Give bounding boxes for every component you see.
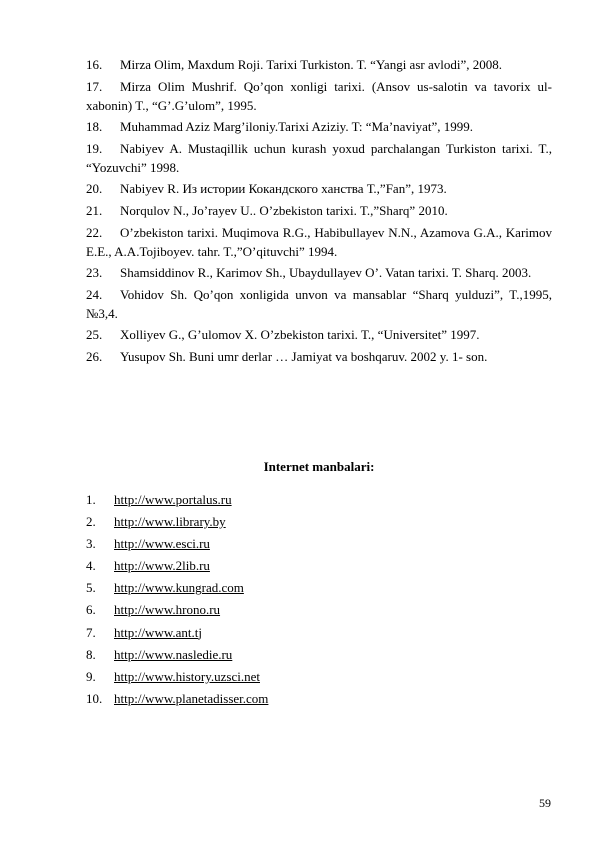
reference-item — [86, 223, 552, 261]
reference-number: 24. — [86, 286, 103, 302]
link-number: 3. — [86, 536, 96, 552]
reference-number: 23. — [86, 265, 103, 281]
reference-number: 22. — [86, 224, 103, 240]
reference-item — [86, 139, 552, 177]
reference-number: 18. — [86, 119, 103, 135]
source-link[interactable]: http://www.2lib.ru — [114, 558, 210, 574]
link-item — [86, 579, 552, 597]
source-link[interactable]: http://www.hrono.ru — [114, 602, 221, 618]
reference-text: O’zbekiston tarixi. Muqimova R.G., Habibullayev N.N., Azamova G.A., Karimov E.E., A.A.Tojiboyev. tahr. T.,”O’qituvchi” 1994. — [86, 224, 552, 259]
link-number: 6. — [86, 602, 96, 618]
source-link[interactable]: http://www.ant.tj — [114, 624, 202, 640]
reference-number: 25. — [86, 327, 103, 343]
internet-sources-list — [86, 491, 552, 712]
source-link[interactable]: http://www.nasledie.ru — [114, 646, 233, 662]
reference-item — [86, 285, 552, 323]
link-item — [86, 535, 552, 553]
link-item — [86, 601, 552, 619]
link-number: 10. — [86, 690, 103, 706]
reference-number: 17. — [86, 78, 103, 94]
link-number: 7. — [86, 624, 96, 640]
reference-item — [86, 179, 552, 198]
page-number: 59 — [539, 796, 551, 810]
source-link[interactable]: http://www.history.uzsci.net — [114, 668, 260, 684]
link-number: 8. — [86, 646, 96, 662]
reference-text: Shamsiddinov R., Karimov Sh., Ubaydullayev O’. Vatan tarixi. T. Sharq. 2003. — [120, 265, 532, 281]
reference-text: Nabiyev R. Из истории Кокандского ханства Т.,”Fan”, 1973. — [120, 181, 447, 197]
reference-text: Xolliyev G., G’ulomov X. O’zbekiston tarixi. T., “Universitet” 1997. — [120, 327, 480, 343]
link-number: 4. — [86, 558, 96, 574]
reference-number: 20. — [86, 181, 103, 197]
reference-item — [86, 201, 552, 220]
reference-text: Mirza Olim, Maxdum Roji. Tarixi Turkiston. T. “Yangi asr avlodi”, 2008. — [120, 57, 502, 72]
reference-number: 26. — [86, 348, 103, 364]
reference-number: 19. — [86, 140, 103, 156]
source-link[interactable]: http://www.planetadisser.com — [114, 690, 269, 706]
reference-text: Nabiyev A. Mustaqillik uchun kurash yoxud parchalangan Turkiston tarixi. T., “Yozuvchi” 1998. — [86, 140, 552, 175]
internet-sources-heading: Internet manbalari: — [263, 459, 375, 474]
source-link[interactable]: http://www.portalus.ru — [114, 492, 232, 507]
reference-item — [86, 55, 552, 74]
reference-item — [86, 347, 552, 366]
link-item — [86, 668, 552, 686]
link-item — [86, 513, 552, 531]
reference-text: Norqulov N., Jo’rayev U.. O’zbekiston tarixi. T.,”Sharq” 2010. — [120, 202, 448, 218]
link-item — [86, 646, 552, 664]
source-link[interactable]: http://www.esci.ru — [114, 536, 210, 552]
reference-item — [86, 117, 552, 136]
bibliography-list — [86, 55, 552, 369]
reference-item — [86, 325, 552, 344]
reference-number: 16. — [86, 57, 103, 72]
reference-text: Yusupov Sh. Buni umr derlar … Jamiyat va boshqaruv. 2002 y. 1- son. — [120, 348, 488, 364]
reference-text: Mirza Olim Mushrif. Qo’qon xonligi tarixi. (Ansov us-salotin va tavorix ul-xabonin) T., “G’.G’ulom”, 1995. — [86, 78, 552, 113]
reference-text: Muhammad Aziz Marg’iloniy.Tarixi Aziziy. T: “Ma’naviyat”, 1999. — [120, 119, 473, 135]
reference-item — [86, 263, 552, 282]
link-item — [86, 557, 552, 575]
reference-number: 21. — [86, 202, 103, 218]
reference-text: Vohidov Sh. Qo’qon xonligida unvon va mansablar “Sharq yulduzi”, T.,1995, №3,4. — [86, 286, 552, 321]
reference-item — [86, 77, 552, 115]
link-number: 9. — [86, 668, 96, 684]
link-number: 1. — [86, 492, 96, 507]
source-link[interactable]: http://www.library.by — [114, 514, 226, 530]
link-item — [86, 491, 552, 509]
source-link[interactable]: http://www.kungrad.com — [114, 580, 244, 596]
link-number: 5. — [86, 580, 96, 596]
link-number: 2. — [86, 514, 96, 530]
link-item — [86, 624, 552, 642]
link-item — [86, 690, 552, 708]
